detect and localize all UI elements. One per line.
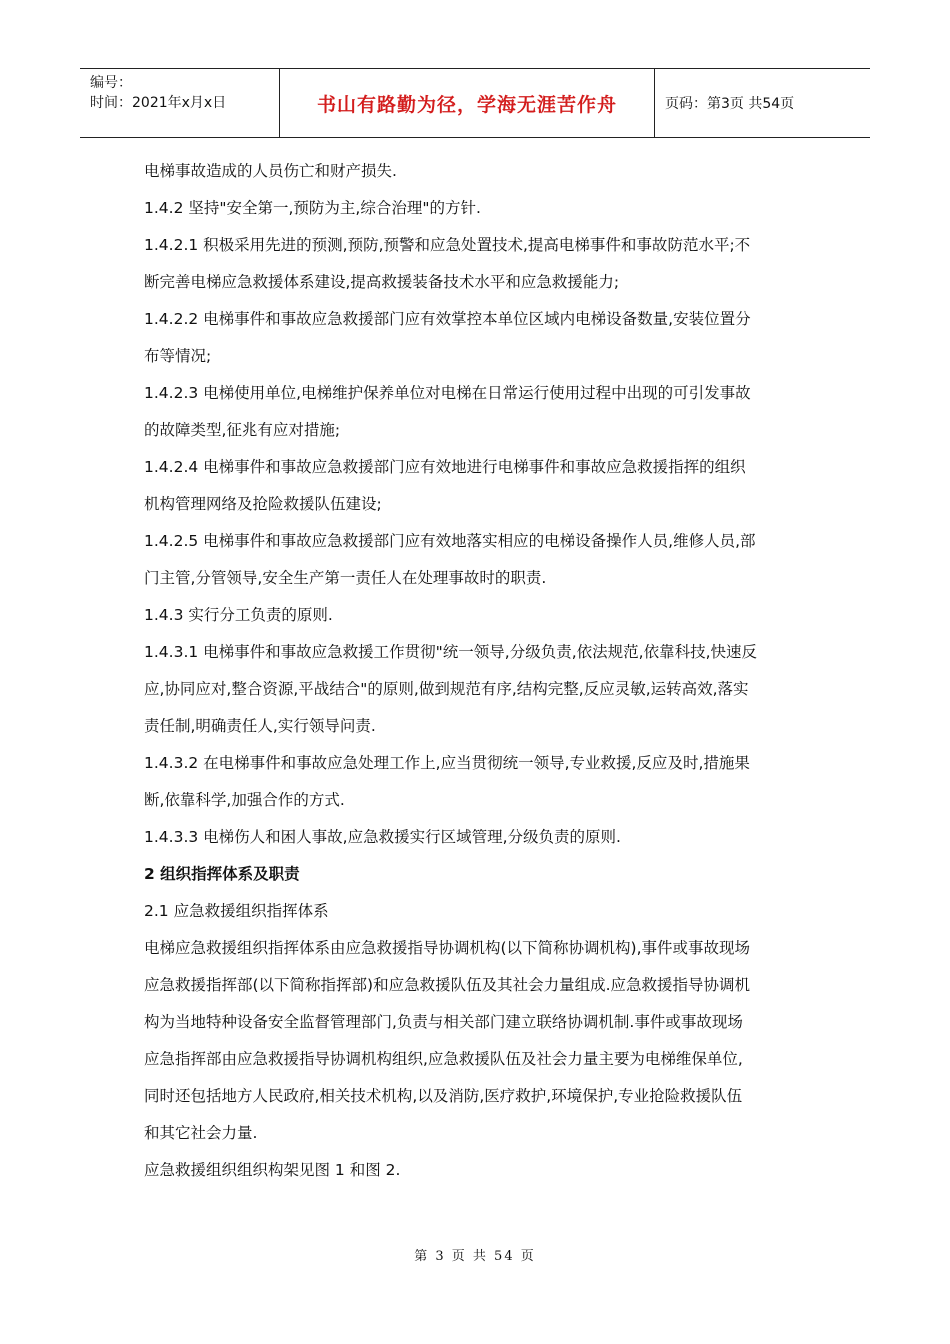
- body-text-line: 同时还包括地方人民政府,相关技术机构,以及消防,医疗救护,环境保护,专业抢险救援队伍: [144, 1087, 743, 1105]
- body-text-line: 1.4.3 实行分工负责的原则.: [144, 606, 333, 624]
- header-meta: [80, 69, 280, 137]
- header-motto-cell: [280, 69, 655, 137]
- body-text-line: 断完善电梯应急救援体系建设,提高救援装备技术水平和应急救援能力;: [144, 273, 620, 291]
- body-text-line: 应急指挥部由应急救援指导协调机构组织,应急救援队伍及社会力量主要为电梯维保单位,: [144, 1050, 743, 1068]
- body-text-line: 责任制,明确责任人,实行领导问责.: [144, 717, 376, 735]
- header-page-info: 页码：第3页 共54页: [665, 96, 795, 112]
- body-text-line: 1.4.2.3 电梯使用单位,电梯维护保养单位对电梯在日常运行使用过程中出现的可引发事故: [144, 384, 751, 402]
- body-text-line: 电梯事故造成的人员伤亡和财产损失.: [144, 162, 397, 180]
- body-text-line: 断,依靠科学,加强合作的方式.: [144, 791, 345, 809]
- body-text-line: 应急救援组织组织构架见图 1 和图 2.: [144, 1161, 401, 1179]
- document-body: [144, 153, 806, 1189]
- page-header: [80, 68, 870, 138]
- body-text-line: 1.4.3.3 电梯伤人和困人事故,应急救援实行区域管理,分级负责的原则.: [144, 828, 621, 846]
- body-text-line: 构为当地特种设备安全监督管理部门,负责与相关部门建立联络协调机制.事件或事故现场: [144, 1013, 743, 1031]
- body-text-line: 2.1 应急救援组织指挥体系: [144, 902, 329, 920]
- body-text-line: 和其它社会力量.: [144, 1124, 258, 1142]
- body-text-line: 1.4.2.2 电梯事件和事故应急救援部门应有效掌控本单位区域内电梯设备数量,安装位置分: [144, 310, 751, 328]
- header-motto: 书山有路勤为径，学海无涯苦作舟: [316, 93, 617, 116]
- body-text-line: 电梯应急救援组织指挥体系由应急救援指导协调机构(以下简称协调机构),事件或事故现场: [144, 939, 751, 957]
- body-text-line: 1.4.3.2 在电梯事件和事故应急处理工作上,应当贯彻统一领导,专业救援,反应及时,措施果: [144, 754, 750, 772]
- body-text-line: 1.4.2.4 电梯事件和事故应急救援部门应有效地进行电梯事件和事故应急救援指挥的组织: [144, 458, 746, 476]
- body-text-line: 1.4.2.5 电梯事件和事故应急救援部门应有效地落实相应的电梯设备操作人员,维修人员,部: [144, 532, 756, 550]
- document-date: 时间：2021年x月x日: [90, 95, 227, 111]
- body-text-line: 门主管,分管领导,安全生产第一责任人在处理事故时的职责.: [144, 569, 547, 587]
- body-text-line: 1.4.3.1 电梯事件和事故应急救援工作贯彻"统一领导,分级负责,依法规范,依靠科技,快速反: [144, 643, 757, 661]
- body-text-line: 1.4.2.1 积极采用先进的预测,预防,预警和应急处置技术,提高电梯事件和事故防范水平;不: [144, 236, 751, 254]
- document-number-label: 编号：: [90, 75, 132, 91]
- body-text-line: 应,协同应对,整合资源,平战结合"的原则,做到规范有序,结构完整,反应灵敏,运转高效,落实: [144, 680, 749, 698]
- body-text-line: 的故障类型,征兆有应对措施;: [144, 421, 341, 439]
- body-text-line: 应急救援指挥部(以下简称指挥部)和应急救援队伍及其社会力量组成.应急救援指导协调机: [144, 976, 751, 994]
- section-heading: 2 组织指挥体系及职责: [144, 865, 300, 883]
- page-footer: 第 3 页 共 54 页: [414, 1249, 536, 1264]
- body-text-line: 1.4.2 坚持"安全第一,预防为主,综合治理"的方针.: [144, 199, 481, 217]
- body-text-line: 机构管理网络及抢险救援队伍建设;: [144, 495, 382, 513]
- body-text-line: 布等情况;: [144, 347, 212, 365]
